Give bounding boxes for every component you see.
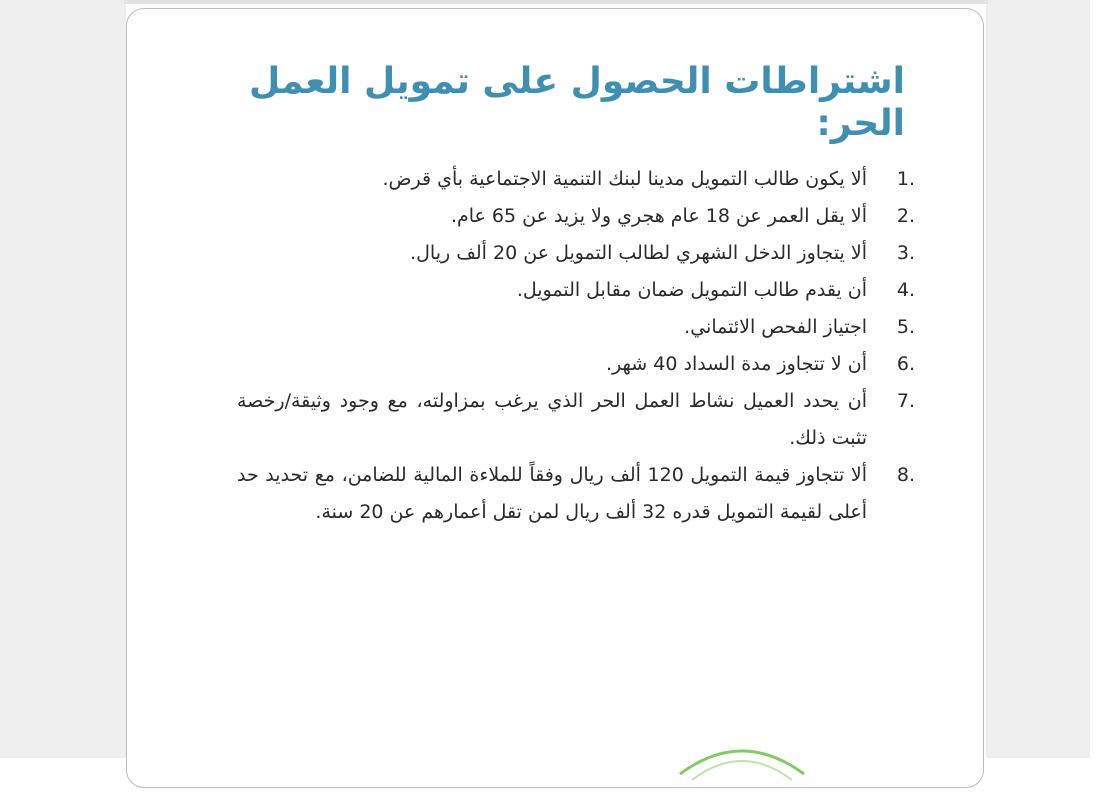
requirement-number: 3. — [896, 242, 915, 264]
requirement-text: ألا يقل العمر عن 18 عام هجري ولا يزيد عن 65 عام. — [450, 205, 867, 227]
page-edge — [1090, 0, 1096, 758]
requirement-item — [237, 309, 915, 346]
requirement-number: 4. — [896, 279, 915, 301]
requirement-number: 1. — [896, 168, 915, 190]
requirement-item — [237, 457, 915, 531]
requirement-text: ألا يكون طالب التمويل مدينا لبنك التنمية الاجتماعية بأي قرض. — [382, 168, 867, 190]
page-title: اشتراطات الحصول على تمويل العمل الحر: — [248, 61, 905, 144]
requirement-number: 8. — [896, 464, 915, 486]
requirement-item — [237, 161, 915, 198]
requirement-number: 7. — [896, 390, 915, 412]
requirement-number: 6. — [896, 353, 915, 375]
requirement-text: ألا يتجاوز الدخل الشهري لطالب التمويل عن 20 ألف ريال. — [410, 242, 867, 264]
requirement-item — [237, 383, 915, 457]
page-background-left — [0, 0, 126, 758]
content-card — [126, 8, 984, 788]
requirement-text: أن يقدم طالب التمويل ضمان مقابل التمويل. — [516, 279, 867, 301]
decorative-arc-icon — [672, 734, 812, 794]
requirement-item — [237, 198, 915, 235]
requirement-text: ألا تتجاوز قيمة التمويل 120 ألف ريال وفقاً للملاءة المالية للضامن، مع تحديد حد أعلى لقيمة التمويل قدره 32 ألف ريال لمن تقل أعمارهم عن 20 سنة. — [237, 464, 867, 523]
requirement-item — [237, 346, 915, 383]
top-divider — [124, 0, 988, 4]
requirement-text: أن يحدد العميل نشاط العمل الحر الذي يرغب بمزاولته، مع وجود وثيقة/رخصة تثبت ذلك. — [237, 390, 867, 449]
requirement-text: أن لا تتجاوز مدة السداد 40 شهر. — [606, 353, 867, 375]
requirement-number: 5. — [896, 316, 915, 338]
requirement-item — [237, 235, 915, 272]
requirement-text: اجتياز الفحص الائتماني. — [684, 316, 867, 338]
requirements-list — [237, 161, 915, 531]
page-background-right — [986, 0, 1090, 758]
requirement-item — [237, 272, 915, 309]
requirement-number: 2. — [896, 205, 915, 227]
